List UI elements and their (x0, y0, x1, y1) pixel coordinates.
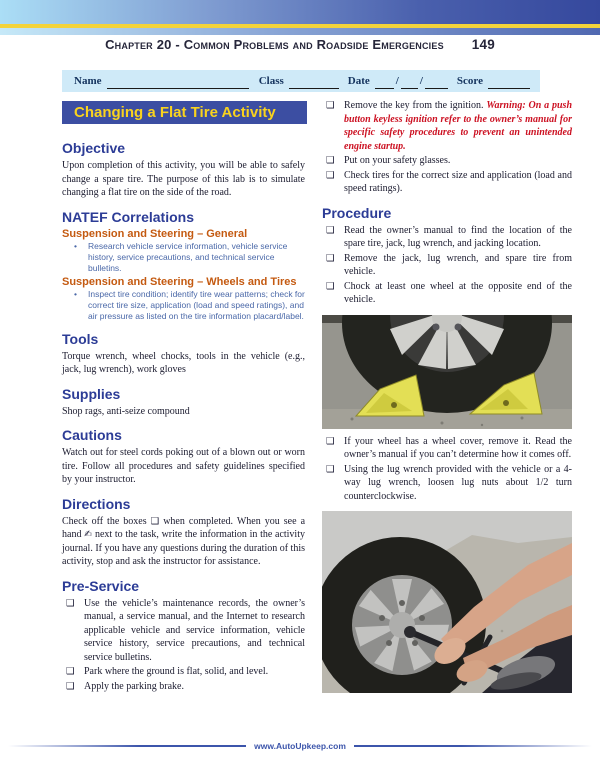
checkbox-icon: ❑ (150, 515, 160, 527)
cautions-text: Watch out for steel cords poking out of a blown out or worn tire. Follow all procedures and safety guidelines specified by your instructor. (62, 447, 305, 485)
checklist-item-text: If your wheel has a wheel cover, remove it. Read the owner’s manual if you can’t determine how it comes off. (344, 435, 572, 460)
section-heading-cautions: Cautions (62, 427, 122, 443)
page-footer (0, 741, 600, 751)
checkbox-icon: ❑ (66, 666, 75, 677)
checklist-item-text: Remove the jack, lug wrench, and spare tire from vehicle. (344, 252, 572, 277)
directions-text-part3: next to the task, write the information in the activity journal. If you have any questions during the duration of this activity, stop and ask the instructor for assistance. (62, 529, 306, 567)
chapter-title: Chapter 20 - Common Problems and Roadside Emergencies (105, 37, 444, 52)
chapter-header (0, 37, 600, 52)
directions-text (62, 515, 305, 569)
section-heading-tools: Tools (62, 330, 99, 347)
section-heading-directions: Directions (62, 495, 131, 512)
left-column (62, 130, 305, 694)
checklist-item (322, 224, 572, 251)
natef-subheading-general: Suspension and Steering – General (62, 227, 248, 240)
date-blank-month (375, 75, 394, 89)
photo-lug-wrench (322, 511, 572, 693)
class-blank (289, 75, 339, 89)
page-number: 149 (471, 37, 495, 52)
checkbox-icon: ❑ (326, 100, 335, 111)
checklist-item-text: Apply the parking brake. (84, 680, 184, 692)
photo-wheel-chocks (322, 315, 572, 429)
objective-text: Upon completion of this activity, you will be able to safely change a spare tire. The purpose of this lab is to simulate changing a flat tire on the side of the road. (62, 160, 305, 198)
checklist-item (322, 99, 572, 153)
natef-bullet-text: Research vehicle service information, vehicle service history, service precautions, and technical service bulletins. (88, 240, 288, 273)
checklist-item (322, 280, 572, 307)
checklist-item (322, 463, 572, 504)
score-label: Score (456, 75, 483, 87)
section-heading-objective: Objective (62, 140, 126, 156)
bullet-icon: • (74, 288, 77, 299)
natef-bullet (62, 289, 305, 322)
top-banner-subbar (0, 28, 600, 35)
date-blank-day (401, 75, 418, 89)
top-banner (0, 0, 600, 24)
checklist-item-text: Using the lug wrench provided with the vehicle or a 4-way lug wrench, loosen lug nuts about 1/2 turn counterclockwise. (344, 463, 572, 502)
checklist-item-text: Use the vehicle’s maintenance records, the owner’s manual, a service manual, and the Internet to research applicable vehicle and service information, vehicle service history, service precautions, and technical service bulletins. (84, 597, 305, 663)
checklist-item-text (344, 100, 572, 152)
item-text: Remove the key from the ignition. (344, 100, 487, 111)
checkbox-icon: ❑ (326, 280, 335, 292)
checklist-item (322, 154, 572, 168)
date-label: Date (347, 75, 370, 87)
checklist-item (322, 435, 572, 462)
checklist-item-text: Put on your safety glasses. (344, 155, 451, 166)
bullet-icon: • (74, 240, 77, 251)
tools-text: Torque wrench, wheel chocks, tools in the vehicle (e.g., jack, lug wrench), work gloves (62, 350, 305, 375)
name-label: Name (74, 75, 102, 87)
footer-rule-left (8, 745, 246, 748)
checkbox-icon: ❑ (326, 252, 335, 264)
checkbox-icon: ❑ (326, 224, 335, 236)
natef-subheading-wheels-tires: Suspension and Steering – Wheels and Tires (62, 275, 297, 288)
name-blank (107, 75, 249, 89)
checklist-item (62, 597, 305, 665)
checkbox-icon: ❑ (326, 155, 335, 166)
section-heading-procedure: Procedure (322, 204, 392, 221)
checklist-item (62, 680, 305, 694)
directions-text-part1: Check off the boxes (62, 515, 151, 527)
checklist-item-text: Check tires for the correct size and application (load and speed ratings). (344, 169, 572, 194)
checklist-item (322, 169, 572, 196)
checklist-item (62, 665, 305, 679)
date-slash: / (395, 75, 399, 87)
checklist-item-text: Park where the ground is flat, solid, and level. (84, 666, 269, 677)
score-blank (488, 75, 530, 89)
checkbox-icon: ❑ (326, 435, 335, 447)
section-heading-supplies: Supplies (62, 385, 121, 402)
date-blank-year (425, 75, 448, 89)
natef-bullet (62, 241, 305, 274)
warning-text: Warning: On a push button keyless ignition refer to the owner’s manual for specific safety procedures to prevent an unintended engine startup. (344, 100, 573, 152)
checklist-item-text: Chock at least one wheel at the opposite end of the vehicle. (344, 280, 572, 305)
checkbox-icon: ❑ (66, 597, 75, 609)
section-heading-pre-service: Pre-Service (62, 577, 140, 594)
footer-rule-right (354, 745, 592, 748)
activity-title-text: Changing a Flat Tire Activity (74, 104, 276, 121)
class-label: Class (258, 75, 284, 87)
writing-hand-icon: ✍ (84, 529, 93, 540)
natef-bullet-text: Inspect tire condition; identify tire wear patterns; check for correct tire size, application (load and speed ratings), and air pressure as listed on the tire information placard/label. (88, 288, 305, 321)
section-heading-natef: NATEF Correlations (62, 208, 194, 225)
right-column (322, 99, 572, 699)
checkbox-icon: ❑ (326, 463, 335, 475)
checkbox-icon: ❑ (326, 169, 335, 181)
checkbox-icon: ❑ (66, 680, 75, 692)
date-slash: / (419, 75, 423, 87)
checklist-item-text: Read the owner’s manual to find the location of the spare tire, jack, lug wrench, and jacking location. (344, 224, 572, 249)
footer-url: www.AutoUpkeep.com (254, 741, 346, 751)
checklist-item (322, 252, 572, 279)
supplies-text: Shop rags, anti-seize compound (62, 405, 190, 417)
student-fields-row (62, 70, 540, 92)
activity-title-bar (62, 101, 307, 124)
directions-text-part2: when completed. When you see a hand (62, 515, 306, 540)
